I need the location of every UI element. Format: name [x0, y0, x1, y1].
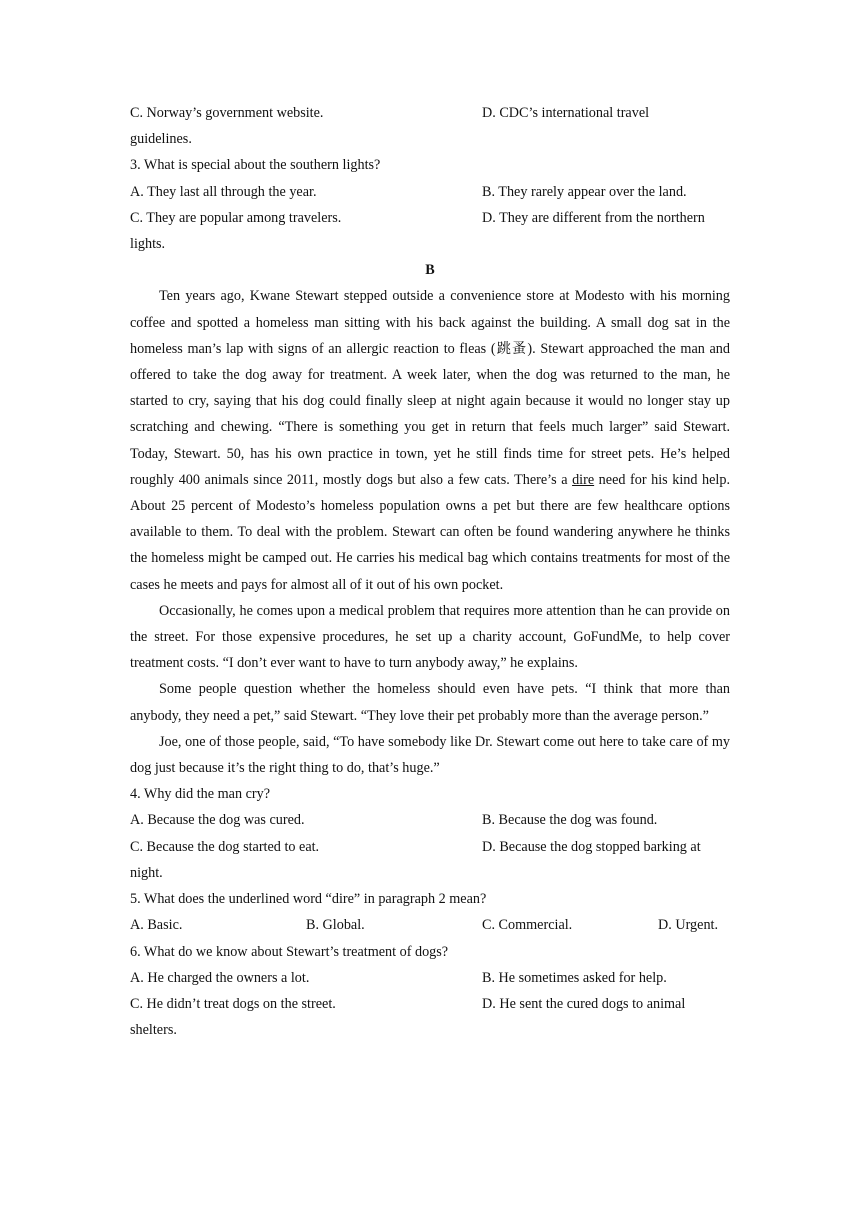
q2-option-c: C. Norway’s government website.: [130, 105, 324, 121]
passage-paragraph-1: [130, 283, 730, 597]
q2-option-d: D. CDC’s international travel: [482, 105, 650, 121]
p1-text-before: Ten years ago, Kwane Stewart stepped outside a convenience store at Modesto with his morning coffee and spotted a homeless man sitting with his back against the building. A small dog sat in the homeless man’s lap with signs of an allergic reaction to fleas (跳蚤). Stewart approached the man and offered to take the dog away for treatment. A week later, when the dog was returned to the man, he started to cry, saying that his dog could finally sleep at night again because it would no longer stay up scratching and chewing. “There is something you get in return that feels much larger” said Stewart. Today, Stewart. 50, has his own practice in town, yet he still finds time for street pets. He’s helped roughly 400 animals since 2011, mostly dogs but also a few cats. There’s a: [130, 288, 730, 488]
q3-option-c: C. They are popular among travelers.: [130, 209, 342, 226]
q2-options-cd: [130, 100, 730, 126]
q6-option-c: C. He didn’t treat dogs on the street.: [130, 995, 336, 1012]
q4-options-ab: [130, 807, 730, 833]
q5-options: [130, 912, 730, 938]
q5-option-d: D. Urgent.: [658, 917, 719, 934]
document-page: [130, 100, 730, 1043]
q6-question: 6. What do we know about Stewart’s treatment of dogs?: [130, 943, 449, 960]
q6-option-a: A. He charged the owners a lot.: [130, 969, 310, 986]
q3-option-b: B. They rarely appear over the land.: [482, 183, 687, 200]
q3-option-d: D. They are different from the northern: [482, 209, 705, 226]
q4-option-b: B. Because the dog was found.: [482, 812, 658, 829]
q3-option-d-wrap: lights.: [130, 236, 166, 253]
section-heading: B: [425, 262, 435, 279]
q3-question: 3. What is special about the southern lights?: [130, 157, 381, 174]
passage-paragraph-2: Occasionally, he comes upon a medical problem that requires more attention than he can provide on the street. For those expensive procedures, he set up a charity account, GoFundMe, to help cover treatment costs. “I don’t ever want to have to turn anybody away,” he explains.: [130, 602, 730, 672]
q4-option-c: C. Because the dog started to eat.: [130, 838, 320, 855]
q5-option-c: C. Commercial.: [482, 917, 573, 934]
q6-option-d: D. He sent the cured dogs to animal: [482, 995, 686, 1012]
q3-options-ab: [130, 179, 730, 205]
passage-paragraph-3: Some people question whether the homeless should even have pets. “I think that more than anybody, they need a pet,” said Stewart. “They love their pet probably more than the average person.”: [130, 681, 730, 724]
q4-options-cd: [130, 834, 730, 860]
passage-paragraph-4: Joe, one of those people, said, “To have somebody like Dr. Stewart come out here to take care of my dog just because it’s the right thing to do, that’s huge.”: [130, 733, 730, 777]
q4-option-d: D. Because the dog stopped barking at: [482, 838, 701, 855]
q3-option-a: A. They last all through the year.: [130, 183, 317, 200]
q4-option-d-wrap: night.: [130, 864, 163, 881]
q6-option-b: B. He sometimes asked for help.: [482, 969, 667, 986]
q6-options-ab: [130, 965, 730, 991]
p1-text-after: need for his kind help. About 25 percent of Modesto’s homeless population owns a pet but there are few healthcare options available to them. To deal with the problem. Stewart can often be found wandering anywhere he thinks the homeless might be camped out. He carries his medical bag which contains treatments for most of the cases he meets and pays for almost all of it out of his own pocket.: [130, 471, 730, 593]
q6-options-cd: [130, 991, 730, 1017]
q5-option-a: A. Basic.: [130, 917, 183, 934]
q2-option-d-wrap: guidelines.: [130, 131, 192, 148]
q3-options-cd: [130, 205, 730, 231]
q5-option-b: B. Global.: [306, 917, 365, 934]
q6-option-d-wrap: shelters.: [130, 1022, 177, 1039]
q4-question: 4. Why did the man cry?: [130, 786, 270, 803]
q5-question: 5. What does the underlined word “dire” in paragraph 2 mean?: [130, 891, 487, 908]
q4-option-a: A. Because the dog was cured.: [130, 812, 305, 829]
underlined-word: dire: [572, 471, 595, 488]
